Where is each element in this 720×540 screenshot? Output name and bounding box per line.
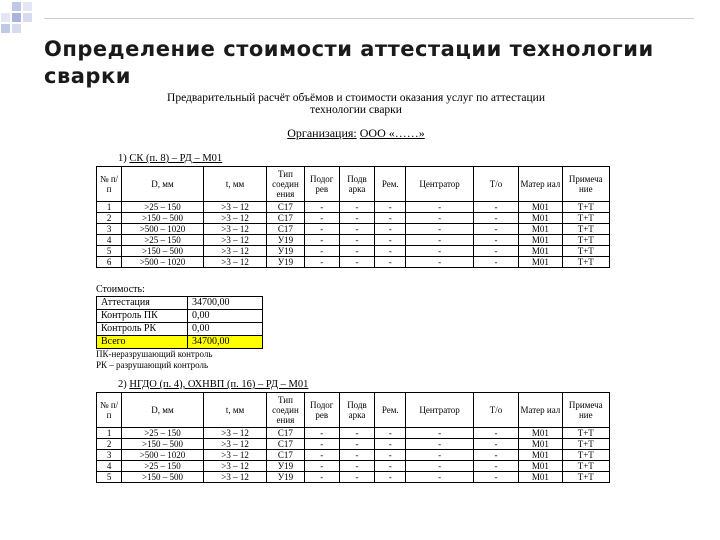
section-1-number: 1) — [118, 153, 127, 164]
cell-d: >150 – 500 — [122, 439, 204, 450]
cell-to: - — [473, 461, 518, 472]
cell-pre: - — [304, 450, 339, 461]
cell-note: Т+Т — [562, 213, 609, 224]
cost-caption: Стоимость: — [96, 284, 145, 295]
cell-t: >3 – 12 — [203, 246, 266, 257]
cell-type: С17 — [267, 224, 304, 235]
cell-pre: - — [304, 428, 339, 439]
table-row — [97, 224, 610, 235]
cell-n: 4 — [97, 461, 122, 472]
cell-bk: - — [339, 224, 374, 235]
cost-label: Аттестация — [97, 297, 188, 310]
cell-bk: - — [339, 235, 374, 246]
cell-t: >3 – 12 — [203, 257, 266, 268]
cell-t: >3 – 12 — [203, 461, 266, 472]
col-d: D, мм — [122, 167, 204, 202]
cell-bk: - — [339, 428, 374, 439]
section-2-text: НГДО (п. 4), ОХНВП (п. 16) – РД – М01 — [129, 379, 309, 390]
cell-mat: М01 — [519, 472, 562, 483]
cell-to: - — [473, 472, 518, 483]
cell-note: Т+Т — [562, 472, 609, 483]
col-num: № п/п — [97, 393, 122, 428]
document-image — [96, 92, 616, 483]
col-backing: Подв арка — [339, 167, 374, 202]
cost-row — [97, 297, 263, 310]
cell-cen: - — [406, 202, 474, 213]
cell-bk: - — [339, 450, 374, 461]
cost-label: Контроль ПК — [97, 310, 188, 323]
cell-t: >3 – 12 — [203, 428, 266, 439]
organization-line — [96, 126, 616, 141]
heading-line-1: Предварительный расчёт объёмов и стоимости оказания услуг по аттестации — [167, 92, 545, 104]
cell-note: Т+Т — [562, 428, 609, 439]
cell-t: >3 – 12 — [203, 213, 266, 224]
section-1-text: СК (п. 8) – РД – М01 — [129, 153, 223, 164]
table-row — [97, 439, 610, 450]
cell-type: С17 — [267, 428, 304, 439]
cell-pre: - — [304, 202, 339, 213]
col-centrator: Центратор — [406, 167, 474, 202]
cell-cen: - — [406, 257, 474, 268]
cell-cen: - — [406, 450, 474, 461]
cell-type: С17 — [267, 439, 304, 450]
cell-type: С17 — [267, 450, 304, 461]
welding-table-2 — [96, 392, 610, 483]
cell-bk: - — [339, 257, 374, 268]
table-row — [97, 461, 610, 472]
cell-cen: - — [406, 428, 474, 439]
cost-row — [97, 323, 263, 336]
cell-pre: - — [304, 213, 339, 224]
cell-cen: - — [406, 461, 474, 472]
col-centrator: Центратор — [406, 393, 474, 428]
cell-type: У19 — [267, 235, 304, 246]
cell-pre: - — [304, 257, 339, 268]
cost-value: 0,00 — [188, 323, 263, 336]
cell-bk: - — [339, 213, 374, 224]
cell-note: Т+Т — [562, 202, 609, 213]
table-row — [97, 257, 610, 268]
cell-to: - — [473, 428, 518, 439]
cost-row — [97, 310, 263, 323]
col-d: D, мм — [122, 393, 204, 428]
cell-d: >500 – 1020 — [122, 224, 204, 235]
table-row — [97, 450, 610, 461]
cell-to: - — [473, 202, 518, 213]
table-row — [97, 246, 610, 257]
cell-note: Т+Т — [562, 235, 609, 246]
cell-to: - — [473, 213, 518, 224]
section-1-title — [118, 153, 616, 164]
col-heat: Т/о — [473, 393, 518, 428]
cell-n: 5 — [97, 246, 122, 257]
cell-to: - — [473, 235, 518, 246]
cell-t: >3 – 12 — [203, 202, 266, 213]
cell-t: >3 – 12 — [203, 235, 266, 246]
cell-note: Т+Т — [562, 224, 609, 235]
cell-to: - — [473, 439, 518, 450]
col-material: Матер иал — [519, 167, 562, 202]
cell-cen: - — [406, 439, 474, 450]
note-rk: РК – разрушающий контроль — [96, 360, 209, 370]
cell-d: >150 – 500 — [122, 246, 204, 257]
cell-pre: - — [304, 461, 339, 472]
corner-squares — [0, 0, 40, 40]
cell-mat: М01 — [519, 450, 562, 461]
cell-n: 2 — [97, 439, 122, 450]
cell-n: 2 — [97, 213, 122, 224]
cell-n: 3 — [97, 224, 122, 235]
cell-d: >25 – 150 — [122, 235, 204, 246]
slide-title: Определение стоимости аттестации технологии сварки — [44, 37, 654, 88]
cell-rem: - — [375, 472, 406, 483]
col-num: № п/п — [97, 167, 122, 202]
cell-n: 1 — [97, 428, 122, 439]
cell-pre: - — [304, 439, 339, 450]
cell-rem: - — [375, 450, 406, 461]
section-2-title — [118, 379, 616, 390]
cell-cen: - — [406, 224, 474, 235]
table-row — [97, 235, 610, 246]
cell-t: >3 – 12 — [203, 439, 266, 450]
cell-type: С17 — [267, 213, 304, 224]
welding-table-1 — [96, 166, 610, 268]
col-type: Тип соедин ения — [267, 393, 304, 428]
cell-mat: М01 — [519, 246, 562, 257]
cell-type: С17 — [267, 202, 304, 213]
col-material: Матер иал — [519, 393, 562, 428]
cell-mat: М01 — [519, 461, 562, 472]
cell-bk: - — [339, 461, 374, 472]
cell-t: >3 – 12 — [203, 472, 266, 483]
cost-total-label: Всего — [97, 336, 188, 349]
cost-label: Контроль РК — [97, 323, 188, 336]
cell-n: 6 — [97, 257, 122, 268]
cell-type: У19 — [267, 257, 304, 268]
cell-note: Т+Т — [562, 439, 609, 450]
cell-rem: - — [375, 428, 406, 439]
cell-rem: - — [375, 257, 406, 268]
cell-d: >25 – 150 — [122, 461, 204, 472]
col-preheat: Подог рев — [304, 167, 339, 202]
cell-type: У19 — [267, 472, 304, 483]
cell-cen: - — [406, 246, 474, 257]
org-label: Организация: — [287, 126, 357, 140]
cell-pre: - — [304, 246, 339, 257]
cell-rem: - — [375, 224, 406, 235]
document-heading — [96, 92, 616, 116]
org-value: ООО «……» — [359, 126, 425, 140]
section-2-number: 2) — [118, 379, 127, 390]
cell-n: 5 — [97, 472, 122, 483]
cost-total-value: 34700,00 — [188, 336, 263, 349]
cell-cen: - — [406, 213, 474, 224]
cost-value: 34700,00 — [188, 297, 263, 310]
cell-d: >500 – 1020 — [122, 450, 204, 461]
cell-t: >3 – 12 — [203, 224, 266, 235]
cell-mat: М01 — [519, 213, 562, 224]
cell-cen: - — [406, 235, 474, 246]
table-header-row — [97, 393, 610, 428]
col-t: t, мм — [203, 167, 266, 202]
cell-note: Т+Т — [562, 461, 609, 472]
cell-d: >150 – 500 — [122, 472, 204, 483]
cell-mat: М01 — [519, 202, 562, 213]
cell-n: 4 — [97, 235, 122, 246]
table-row — [97, 428, 610, 439]
cell-pre: - — [304, 472, 339, 483]
table-row — [97, 213, 610, 224]
cost-value: 0,00 — [188, 310, 263, 323]
cell-pre: - — [304, 224, 339, 235]
cell-d: >25 – 150 — [122, 202, 204, 213]
cost-table — [96, 296, 263, 349]
cost-total-row — [97, 336, 263, 349]
cell-mat: М01 — [519, 428, 562, 439]
cell-n: 3 — [97, 450, 122, 461]
cell-bk: - — [339, 472, 374, 483]
table-row — [97, 202, 610, 213]
cell-to: - — [473, 224, 518, 235]
note-nk: ПК-неразрушающий контроль — [96, 349, 213, 359]
cell-rem: - — [375, 461, 406, 472]
cell-mat: М01 — [519, 224, 562, 235]
cell-rem: - — [375, 202, 406, 213]
cell-mat: М01 — [519, 439, 562, 450]
col-backing: Подв арка — [339, 393, 374, 428]
cell-bk: - — [339, 439, 374, 450]
cell-type: У19 — [267, 461, 304, 472]
cell-d: >25 – 150 — [122, 428, 204, 439]
col-rem: Рем. — [375, 167, 406, 202]
cell-type: У19 — [267, 246, 304, 257]
cell-note: Т+Т — [562, 450, 609, 461]
col-note: Примеча ние — [562, 393, 609, 428]
cell-pre: - — [304, 235, 339, 246]
col-type: Тип соедин ения — [267, 167, 304, 202]
col-note: Примеча ние — [562, 167, 609, 202]
col-t: t, мм — [203, 393, 266, 428]
heading-line-2: технологии сварки — [310, 104, 402, 116]
cell-cen: - — [406, 472, 474, 483]
cell-bk: - — [339, 246, 374, 257]
cell-rem: - — [375, 213, 406, 224]
cell-to: - — [473, 450, 518, 461]
cell-mat: М01 — [519, 257, 562, 268]
cell-note: Т+Т — [562, 246, 609, 257]
cell-to: - — [473, 257, 518, 268]
table-header-row — [97, 167, 610, 202]
cell-rem: - — [375, 246, 406, 257]
cell-rem: - — [375, 439, 406, 450]
cell-n: 1 — [97, 202, 122, 213]
col-preheat: Подог рев — [304, 393, 339, 428]
cell-mat: М01 — [519, 235, 562, 246]
col-heat: Т/о — [473, 167, 518, 202]
cell-bk: - — [339, 202, 374, 213]
table-row — [97, 472, 610, 483]
col-rem: Рем. — [375, 393, 406, 428]
cell-d: >500 – 1020 — [122, 257, 204, 268]
cell-t: >3 – 12 — [203, 450, 266, 461]
cell-rem: - — [375, 235, 406, 246]
cell-note: Т+Т — [562, 257, 609, 268]
cell-d: >150 – 500 — [122, 213, 204, 224]
cell-to: - — [473, 246, 518, 257]
title-underline — [44, 18, 694, 19]
